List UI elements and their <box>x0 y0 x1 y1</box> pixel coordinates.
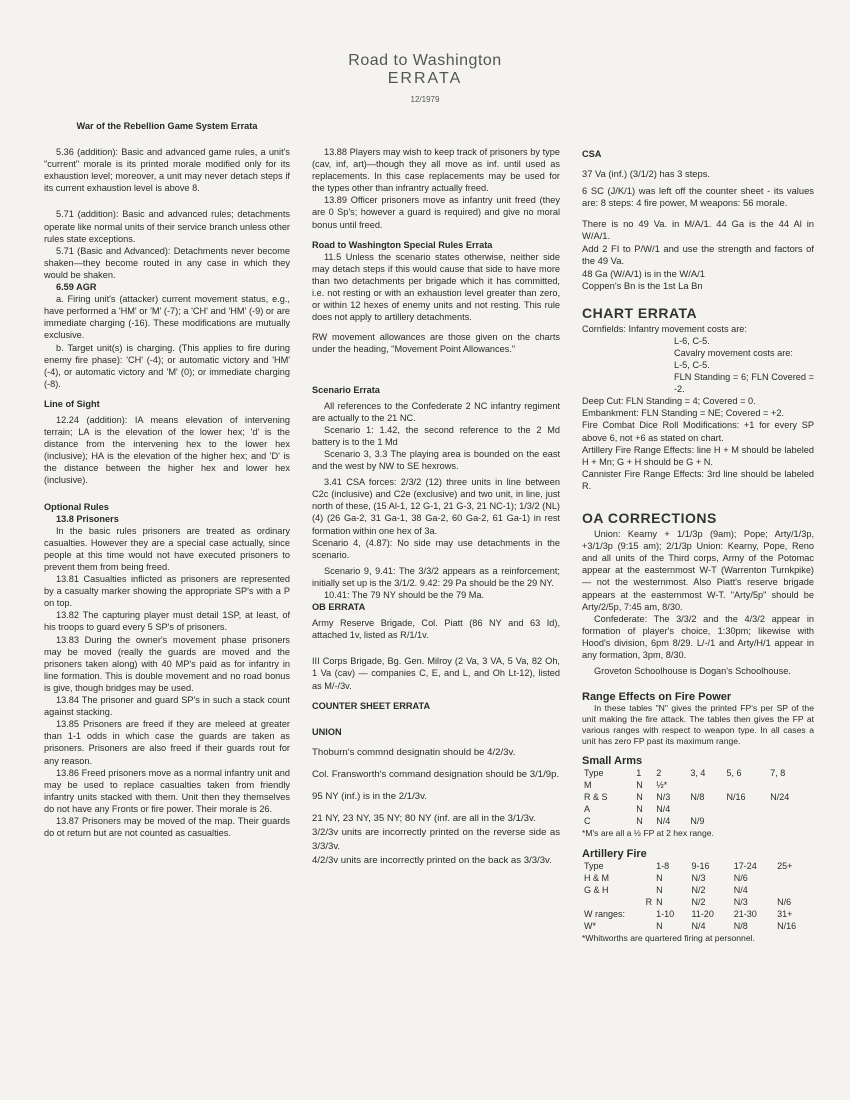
table-cell: N/4 <box>656 816 671 827</box>
table-cell: 1-10 <box>656 908 675 919</box>
table-cell: N <box>636 804 643 815</box>
paragraph: 13.89 Officer prisoners move as infantry unit freed (they are 0 Sp's; however a guard is required) and give no moral bonus until freed. <box>312 195 560 230</box>
table-cell: 25+ <box>777 860 793 871</box>
table-cell: Type <box>584 860 604 871</box>
paragraph: b. Target unit(s) is charging. (This applies to fire during enemy fire phase): 'CH' (-4); or automatic victory and 'HM' (-4), or automatic victory and 'M' (0); or immediate charging (-8). <box>44 342 290 389</box>
table-cell <box>688 779 724 791</box>
table-cell: A <box>584 804 591 815</box>
table-cell: N/2 <box>691 896 706 907</box>
table-row <box>582 896 812 908</box>
paragraph: 5.71 (addition): Basic and advanced rules; detachments operate like normal units of their service branch unless other rules state exceptions. <box>44 209 290 244</box>
subheading-agr: 6.59 AGR <box>56 282 97 293</box>
table-cell: N/4 <box>656 804 671 815</box>
table-cell: 1-8 <box>656 860 670 871</box>
table-header-row <box>582 860 812 872</box>
paragraph: Coppen's Bn is the 1st La Bn <box>582 280 703 292</box>
document-subtitle: ERRATA <box>387 70 463 87</box>
table-cell: Type <box>584 768 604 779</box>
subheading-scenario-errata: Scenario Errata <box>312 384 380 395</box>
table-cell: N/16 <box>726 792 746 803</box>
table-row <box>582 791 812 803</box>
table-cell: N/3 <box>691 872 706 883</box>
paragraph: Embankment: FLN Standing = NE; Covered = +2. <box>582 408 784 419</box>
paragraph: Scenario 4, (4.87): No side may use detachments in the scenario. <box>312 537 560 560</box>
table-row <box>582 815 812 827</box>
paragraph: FLN Standing = 6; FLN Covered = -2. <box>674 372 814 395</box>
paragraph: Scenario 3, 3.3 The playing area is bounded on the east and the west by NW to SE hexrows. <box>312 448 560 472</box>
paragraph: 13.84 The prisoner and guard SP's in such a stack count against stacking. <box>44 695 290 718</box>
paragraph: 5.36 (addition): Basic and advanced game rules, a unit's "current" morale is its printed morale modified only for its exhaustion level; moreover, a unit may never detach steps if its current exhaustion level is above 8. <box>44 147 290 194</box>
subheading-union: UNION <box>312 726 342 737</box>
paragraph: 12.24 (addition): IA means elevation of intervening terrain; LA is the elevation of the lower hex; 'd' is the distance from the intervening hex to the lower hex (inclusive); HA is the elevation of the higher hex; and 'D' is the distance between the higher hex and lower hex (inclusive). <box>44 414 290 486</box>
table-cell <box>775 884 812 896</box>
table-cell: N/6 <box>733 872 748 883</box>
table-cell <box>768 803 812 815</box>
table-cell: 2 <box>656 768 662 779</box>
table-cell <box>775 872 812 884</box>
table-cell: 5, 6 <box>726 768 742 779</box>
heading-chart-errata: CHART ERRATA <box>582 304 698 321</box>
table-row <box>582 803 812 815</box>
heading-small-arms: Small Arms <box>582 755 643 768</box>
paragraph: Army Reserve Brigade, Col. Piatt (86 NY and 63 Id), attached 1v, listed as R/1/1v. <box>312 618 560 641</box>
table-cell: M <box>584 780 592 791</box>
paragraph: 13.82 The capturing player must detail 1SP, at least, of his troops to guard every 5 SP's of prisoners. <box>44 610 290 633</box>
section-heading-game-system: War of the Rebellion Game System Errata <box>76 121 258 131</box>
heading-oa-corrections: OA CORRECTIONS <box>582 510 717 526</box>
table-cell <box>768 815 812 827</box>
paragraph: 13.81 Casualties inflicted as prisoners are represented by a casualty marker showing the appropriate SP's with a P on top. <box>44 574 290 609</box>
table-header-row <box>582 767 812 779</box>
paragraph: Cornfields: Infantry movement costs are: <box>582 323 747 334</box>
table-cell: 21-30 <box>733 908 757 919</box>
table-cell: N/6 <box>777 896 792 907</box>
table-cell <box>768 779 812 791</box>
paragraph: 13.86 Freed prisoners move as a normal infantry unit and may be used to replace casualties taken from friendly infantry units stacked with them. Unit then they themselves do not have any Fronts or fire power. Their morale is 26. <box>44 767 290 814</box>
paragraph: RW movement allowances are those given on the charts under the heading, "Movement Point Allowances." <box>312 332 560 355</box>
document-title: Road to Washington <box>348 52 502 69</box>
paragraph: 11.5 Unless the scenario states otherwise, neither side may detach steps if this would cause that side to have more than two detachments per brigade which it has committed, i.e. not resting or with an exhaustion level greater than zero, or within 12 hexes of enemy units and not resting. This rule does not apply to artillery detachments. <box>312 251 560 323</box>
table-cell: N/9 <box>690 816 705 827</box>
paragraph: Scenario 9, 9.41: The 3/3/2 appears as a reinforcement; initially set up is the 3/1/2. 9.42: 29 Pa should be the 29 NY. <box>312 565 560 588</box>
table-cell: 17-24 <box>733 860 757 871</box>
table-cell: 31+ <box>777 908 793 919</box>
paragraph: 37 Va (inf.) (3/1/2) has 3 steps. <box>582 168 711 180</box>
table-cell: N/3 <box>656 792 671 803</box>
table-cell: N <box>656 872 663 883</box>
column-1 <box>44 120 290 839</box>
paragraph: 95 NY (inf.) is in the 2/1/3v. <box>312 790 427 802</box>
table-cell: N <box>636 792 643 803</box>
subheading-prisoners: 13.8 Prisoners <box>56 513 119 524</box>
table-cell: 7, 8 <box>770 768 786 779</box>
paragraph: In these tables "N" gives the printed FP's per SP of the unit making the fire attack. The tables then gives the FP at various ranges with respect to weapon type. In all cases a unit has zero FP past its maximum range. <box>582 703 814 747</box>
table-cell <box>725 815 769 827</box>
paragraph: Cavalry movement costs are: <box>674 347 793 358</box>
table-cell: N <box>656 884 663 895</box>
table-cell: H & M <box>584 872 610 883</box>
table-cell: N/2 <box>691 884 706 895</box>
subheading-special-rules: Road to Washington Special Rules Errata <box>312 239 493 250</box>
subheading-csa: CSA <box>582 149 602 159</box>
paragraph: There is no 49 Va. in M/A/1. 44 Ga is the 44 Al in W/A/1. <box>582 217 814 242</box>
paragraph: 5.71 (Basic and Advanced): Detachments never become shaken—they become routed in any case in which they would be shaken. <box>44 245 290 280</box>
table-cell: N/24 <box>770 792 790 803</box>
table-row <box>582 908 812 920</box>
heading-artillery-fire: Artillery Fire <box>582 847 647 860</box>
document-date: 12/1979 <box>410 95 440 104</box>
table-cell: 3, 4 <box>690 768 706 779</box>
paragraph: Groveton Schoolhouse is Dogan's Schoolhouse. <box>594 666 791 677</box>
paragraph: III Corps Brigade, Bg. Gen. Milroy (2 Va, 3 VA, 5 Va, 82 Oh, 1 Va (cav) — companies C, E, and L, and Oh Lt-12), listed as M/-/3v. <box>312 656 560 691</box>
paragraph: 13.85 Prisoners are freed if they are meleed at greater than 1-1 odds in which case the guards are taken as prisoners. Prisoners are also freed if their guards rout for any reason. <box>44 719 290 766</box>
table-cell: W* <box>584 920 596 931</box>
paragraph: 13.88 Players may wish to keep track of prisoners by type (cav, inf, art)—though they all move as inf. until used as replacements. In this case replacements may be used for the types other than infrantry actually freed. <box>312 147 560 194</box>
paragraph: Scenario 1: 1.42, the second reference to the 2 Md battery is to the 1 Md <box>312 424 560 447</box>
column-2 <box>312 146 560 868</box>
paragraph: Union: Kearny + 1/1/3p (9am); Pope; Arty/1/3p, +3/1/3p (9:15 am); 2/1/3p Union: Kearny, Pope, Reno and all units of the Third corps, Army of the Potomac appear at the easternmost W-T (Warrenton Turnkpike) — not the westernmost. Also Piatt's reserve brigade appears at the easternmost W-T. "Arty/5p" should be Arty/2/5p, 7:45 am, 8/30. <box>582 529 814 612</box>
subheading-optional-rules: Optional Rules <box>44 501 109 512</box>
table-cell: R <box>645 896 653 907</box>
paragraph: Fire Combat Dice Roll Modifications: +1 for every SP above 6, not +6 as stated on chart. <box>582 420 814 443</box>
paragraph: 4/2/3v units are incorrectly printed on the back as 3/3/3v. <box>312 854 552 866</box>
paragraph: L-5, C-5. <box>674 359 710 370</box>
paragraph: 6 SC (J/K/1) was left off the counter sheet - its values are: 8 steps: 4 fire power, M weapons: 56 morale. <box>582 184 814 209</box>
paragraph: 10.41: The 79 NY should be the 79 Ma. <box>324 590 485 600</box>
paragraph: 21 NY, 23 NY, 35 NY; 80 NY (inf. are all in the 3/1/3v. <box>312 812 536 824</box>
table-note: *M's are all a ½ FP at 2 hex range. <box>582 828 714 839</box>
paragraph: Deep Cut: FLN Standing = 4; Covered = 0. <box>582 396 756 407</box>
paragraph: 3.41 CSA forces: 2/3/2 (12) three units in line between C2c (inclusive) and C2e (exclusive) and two unit, in line, just north of these, (15 Al-1, 12 G-1, 21 G-3, 21 NC-1); 1/3/2 (NL) (4) (26 Ga-2, 31 Ga-1, 38 Ga-2, 60 Ga-2, 61 Ga-1) in rest formation within one hex of 3a. <box>312 477 560 536</box>
table-cell: 9-16 <box>691 860 710 871</box>
table-cell <box>725 779 769 791</box>
paragraph: Confederate: The 3/3/2 and the 4/3/2 appear in formation of player's choice, 1:30pm; likewise with Hood's division, 6pm 8/29. L/-/1 and Arty/H/1 appear in any formation, 3pm, 8/30. <box>582 613 814 661</box>
paragraph: In the basic rules prisoners are treated as ordinary casualties. However they are a special case actually, since people at this time would not have executed prisoners to prevent them from being freed. <box>44 525 290 572</box>
table-cell: N/4 <box>733 884 748 895</box>
table-row <box>582 779 812 791</box>
heading-range-effects: Range Effects on Fire Power <box>582 691 732 704</box>
column-3 <box>582 148 814 944</box>
paragraph: Thoburn's commnd designatin should be 4/2/3v. <box>312 746 516 758</box>
table-row <box>582 920 812 932</box>
table-cell <box>725 803 769 815</box>
paragraph: Col. Fransworth's command designation should be 3/1/9p. <box>312 768 560 780</box>
table-cell: N <box>656 920 663 931</box>
table-cell: N/8 <box>733 920 748 931</box>
table-cell: ½* <box>656 780 668 791</box>
table-row <box>582 872 812 884</box>
paragraph: All references to the Confederate 2 NC infantry regiment are actually to the 21 NC. <box>312 400 560 423</box>
table-cell: G & H <box>584 884 609 895</box>
table-cell: R & S <box>584 792 608 803</box>
table-cell: N/16 <box>777 920 797 931</box>
table-cell: N <box>656 896 663 907</box>
table-cell: N/4 <box>691 920 706 931</box>
table-cell <box>688 803 724 815</box>
paragraph: L-6, C-5. <box>674 335 710 346</box>
table-cell: 11-20 <box>691 908 714 919</box>
paragraph: 13.83 During the owner's movement phase prisoners may be moved (really the guards are moved and the prisoners taken along) with 40 MP's paid as for infantry in line formation. This is double movement and no road bonus is give, though bridges may be used. <box>44 634 290 693</box>
paragraph: 13.87 Prisoners may be moved of the map. Their guards do ot return but are not counted as casualties. <box>44 815 290 839</box>
table-cell: C <box>584 816 591 827</box>
paragraph: Artillery Fire Range Effects: line H + M should be labeled H + Mn; G + H should be G + N. <box>582 444 814 467</box>
paragraph: Add 2 FI to P/W/1 and use the strength and factors of the 49 Va. <box>582 242 814 267</box>
artillery-table <box>582 860 812 932</box>
table-cell: 1 <box>636 768 642 779</box>
subheading-line-of-sight: Line of Sight <box>44 398 100 409</box>
table-cell: N <box>636 780 643 791</box>
paragraph: 48 Ga (W/A/1) is in the W/A/1 <box>582 267 705 279</box>
table-note: *Whitworths are quartered firing at personnel. <box>582 932 755 943</box>
paragraph: Cannister Fire Range Effects: 3rd line should be labeled R. <box>582 468 814 491</box>
paragraph: 3/2/3v units are incorrectly printed on the reverse side as 3/3/3v. <box>312 826 560 852</box>
subheading-counter-sheet: COUNTER SHEET ERRATA <box>312 700 431 711</box>
paragraph: a. Firing unit's (attacker) current movement status, e.g., have performed a 'HM' or 'M' (-7); a 'CH' and 'HM' (-9) or are immediate charging (-16). These modifications are mutually exclusive. <box>44 294 290 341</box>
table-cell: W ranges: <box>584 908 626 919</box>
table-cell: N <box>636 816 643 827</box>
table-cell: N/3 <box>733 896 748 907</box>
small-arms-table <box>582 767 812 827</box>
table-cell: N/8 <box>690 792 705 803</box>
subheading-ob-errata: OB ERRATA <box>312 602 366 613</box>
table-row <box>582 884 812 896</box>
